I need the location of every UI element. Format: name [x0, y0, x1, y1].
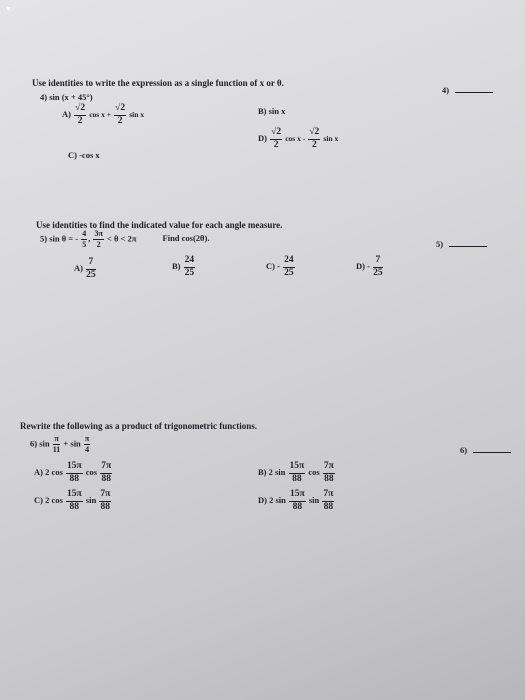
- fraction: $\frac{\pi}{11}$: [52, 434, 61, 454]
- fraction: $\frac{15\pi}{88}$: [66, 461, 82, 484]
- fraction: $\frac{15\pi}{88}$: [66, 489, 82, 512]
- option-6a: A) 2 cos $\frac{15\pi}{88}$ cos $\frac{7\pi}{88}$: [34, 461, 112, 484]
- fraction: $\frac{24}{25}$: [284, 255, 294, 278]
- answer-blank-5: [436, 234, 487, 252]
- fraction: $\frac{3\pi}{2}$: [94, 229, 103, 249]
- answer-line: [449, 240, 487, 247]
- fraction: $\frac{√2}{2}$: [75, 103, 86, 126]
- option-label: A): [62, 108, 71, 119]
- option-label: D): [258, 132, 267, 143]
- answer-number: 5): [436, 239, 444, 249]
- question-4: 4) sin (x + 45°): [40, 92, 93, 102]
- answer-line: [455, 86, 493, 93]
- answer-blank-6: [460, 440, 511, 458]
- fraction: $\frac{7}{25}$: [86, 257, 96, 280]
- instruction-1: Use identities to write the expression as a single function of x or θ.: [32, 78, 284, 88]
- option-6d: D) 2 sin $\frac{15\pi}{88}$ sin $\frac{7\pi}{88}$: [258, 489, 334, 512]
- option-4c: C) -cos x: [68, 150, 100, 160]
- option-4d: D) $\frac{√2}{2}$ cos x - $\frac{√2}{2}$ sin x: [258, 127, 339, 150]
- fraction: $\frac{\pi}{4}$: [84, 434, 90, 454]
- answer-number: 6): [460, 445, 468, 455]
- fraction: $\frac{4}{5}$: [82, 229, 87, 249]
- option-6c: C) 2 cos $\frac{15\pi}{88}$ sin $\frac{7\pi}{88}$: [34, 489, 111, 512]
- fraction: $\frac{7\pi}{88}$: [323, 461, 334, 484]
- fraction: $\frac{√2}{2}$: [271, 127, 282, 150]
- answer-blank-4: [442, 80, 493, 98]
- fraction: $\frac{15\pi}{88}$: [290, 489, 305, 512]
- fraction: $\frac{15\pi}{88}$: [289, 461, 305, 484]
- fraction: $\frac{24}{25}$: [184, 255, 195, 278]
- fraction: $\frac{√2}{2}$: [309, 127, 320, 150]
- option-5a: A) $\frac{7}{25}$: [74, 257, 96, 280]
- answer-number: 4): [442, 85, 450, 95]
- option-5b: B) $\frac{24}{25}$: [172, 255, 195, 278]
- option-4a: A) $\frac{√2}{2}$ cos x + $\frac{√2}{2}$ sin x: [62, 103, 145, 126]
- fraction: $\frac{7\pi}{88}$: [100, 489, 111, 512]
- option-5d: D) - $\frac{7}{25}$: [356, 255, 383, 278]
- option-6b: B) 2 sin $\frac{15\pi}{88}$ cos $\frac{7\pi}{88}$: [258, 461, 334, 484]
- fraction: $\frac{√2}{2}$: [115, 103, 126, 126]
- question-6: 6) sin $\frac{\pi}{11}$ + sin $\frac{\pi}{4}$: [30, 434, 90, 454]
- fraction: $\frac{7\pi}{88}$: [323, 489, 334, 512]
- instruction-2: Use identities to find the indicated value for each angle measure.: [36, 220, 283, 230]
- question-5: 5) sin θ = - $\frac{4}{5}$ , $\frac{3\pi}{2}$ < θ < 2π Find cos(2θ).: [40, 229, 210, 249]
- option-4b: B) sin x: [258, 106, 286, 116]
- fraction: $\frac{7\pi}{88}$: [101, 461, 112, 484]
- option-5c: C) - $\frac{24}{25}$: [266, 255, 294, 278]
- corner-mark: [7, 7, 10, 10]
- instruction-3: Rewrite the following as a product of trigonometric functions.: [20, 421, 258, 431]
- answer-line: [473, 446, 511, 453]
- fraction: $\frac{7}{25}$: [373, 255, 383, 278]
